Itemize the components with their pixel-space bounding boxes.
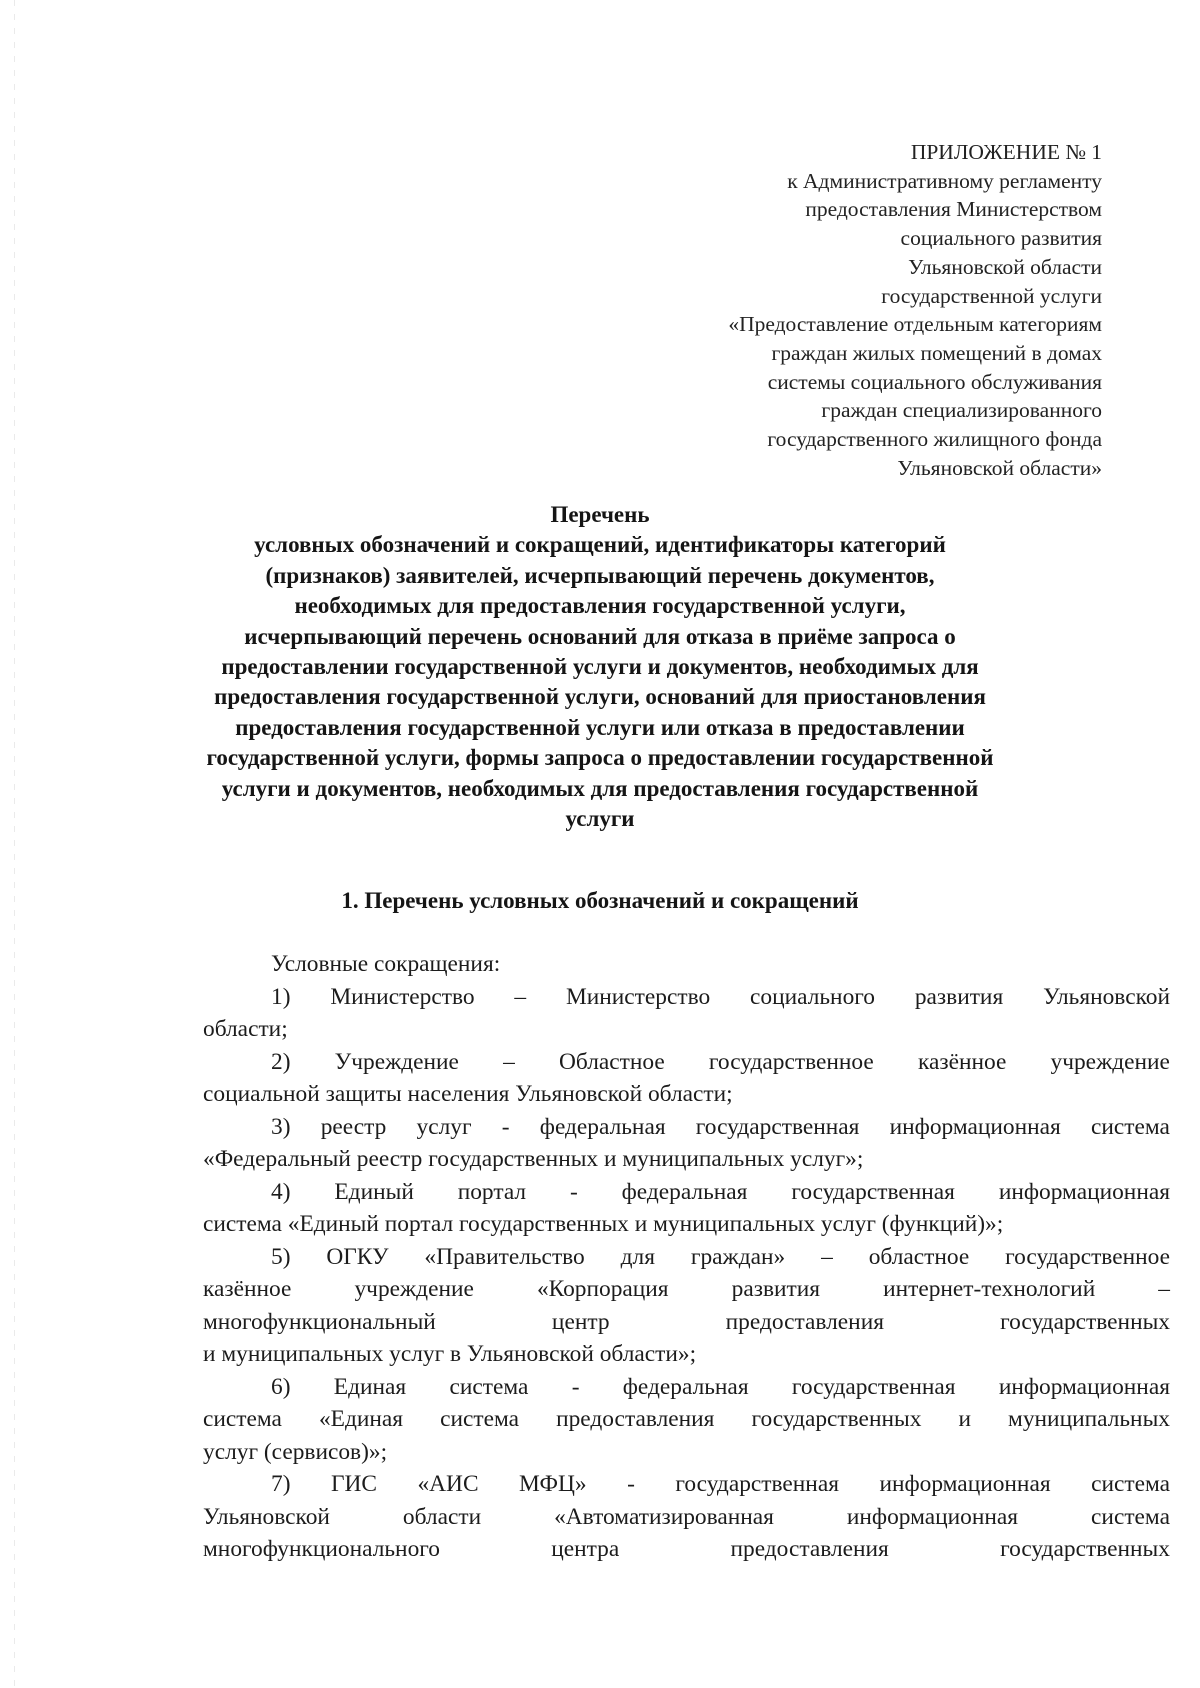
item-line: «Федеральный реестр государственных и муниципальных услуг»; [203, 1146, 864, 1172]
appendix-line: граждан жилых помещений в домах [771, 340, 1102, 365]
item-line: 5) ОГКУ «Правительство для граждан» – областное государственное [271, 1243, 1170, 1270]
title-line: Перечень [550, 502, 650, 527]
item-line: области; [203, 1016, 288, 1042]
appendix-line: социального развития [900, 226, 1102, 251]
section-heading: 1. Перечень условных обозначений и сокращений [341, 888, 859, 913]
abbreviation-item [203, 1371, 1170, 1469]
intro-line: Условные сокращения: [271, 951, 501, 977]
item-line: система «Единая система предоставления государственных и муниципальных [203, 1406, 1170, 1432]
title-line: условных обозначений и сокращений, идентификаторы категорий [254, 532, 946, 558]
title-line: государственной услуги, формы запроса о предоставлении государственной [206, 745, 994, 771]
appendix-line: Ульяновской области [908, 254, 1102, 279]
section-body [203, 948, 1170, 1566]
appendix-line: предоставления Министерством [805, 197, 1102, 222]
item-line: казённое учреждение «Корпорация развития интернет-технологий – [203, 1276, 1170, 1302]
item-line: 4) Единый портал - федеральная государственная информационная [271, 1178, 1170, 1205]
abbreviation-list [203, 981, 1170, 1566]
item-line: Ульяновской области «Автоматизированная информационная система [203, 1503, 1170, 1530]
title-line: необходимых для предоставления государственной услуги, [294, 593, 906, 619]
title-line: (признаков) заявителей, исчерпывающий перечень документов, [265, 562, 935, 588]
title-line: услуги и документов, необходимых для предоставления государственной [221, 775, 979, 801]
appendix-line: граждан специализированного [821, 398, 1102, 423]
abbreviation-item [203, 1046, 1170, 1111]
title-line: исчерпывающий перечень оснований для отказа в приёме запроса о [244, 623, 956, 649]
item-line: система «Единый портал государственных и муниципальных услуг (функций)»; [203, 1211, 1004, 1237]
document-title [190, 500, 1010, 834]
appendix-line: ПРИЛОЖЕНИЕ № 1 [910, 140, 1102, 164]
item-line: многофункционального центра предоставления государственных [203, 1536, 1170, 1562]
item-line: 2) Учреждение – Областное государственное казённое учреждение [271, 1048, 1170, 1075]
abbreviation-item [203, 1111, 1170, 1176]
appendix-line: к Административному регламенту [787, 168, 1102, 193]
abbreviation-item [203, 1241, 1170, 1371]
appendix-block [542, 138, 1102, 482]
abbreviation-item [203, 1176, 1170, 1241]
appendix-line: государственного жилищного фонда [767, 427, 1102, 452]
abbreviation-item [203, 1468, 1170, 1566]
abbreviation-item [203, 981, 1170, 1046]
item-line: 3) реестр услуг - федеральная государственная информационная система [271, 1113, 1170, 1140]
scan-edge-artifact [14, 0, 15, 1688]
item-line: 1) Министерство – Министерство социального развития Ульяновской [271, 983, 1170, 1010]
appendix-line: Ульяновской области» [897, 455, 1102, 480]
title-line: предоставлении государственной услуги и документов, необходимых для [221, 654, 979, 680]
item-line: 6) Единая система - федеральная государственная информационная [271, 1373, 1170, 1400]
item-line: социальной защиты населения Ульяновской области; [203, 1081, 733, 1107]
appendix-line: системы социального обслуживания [767, 369, 1102, 394]
appendix-line: государственной услуги [881, 283, 1102, 308]
title-line: предоставления государственной услуги или отказа в предоставлении [235, 714, 965, 740]
appendix-line: «Предоставление отдельным категориям [728, 312, 1102, 337]
item-line: 7) ГИС «АИС МФЦ» - государственная информационная система [271, 1471, 1170, 1497]
title-line: услуги [565, 806, 635, 832]
item-line: многофункциональный центр предоставления государственных [203, 1308, 1170, 1335]
item-line: услуг (сервисов)»; [203, 1438, 388, 1465]
title-line: предоставления государственной услуги, оснований для приостановления [214, 684, 986, 710]
item-line: и муниципальных услуг в Ульяновской области»; [203, 1341, 697, 1367]
